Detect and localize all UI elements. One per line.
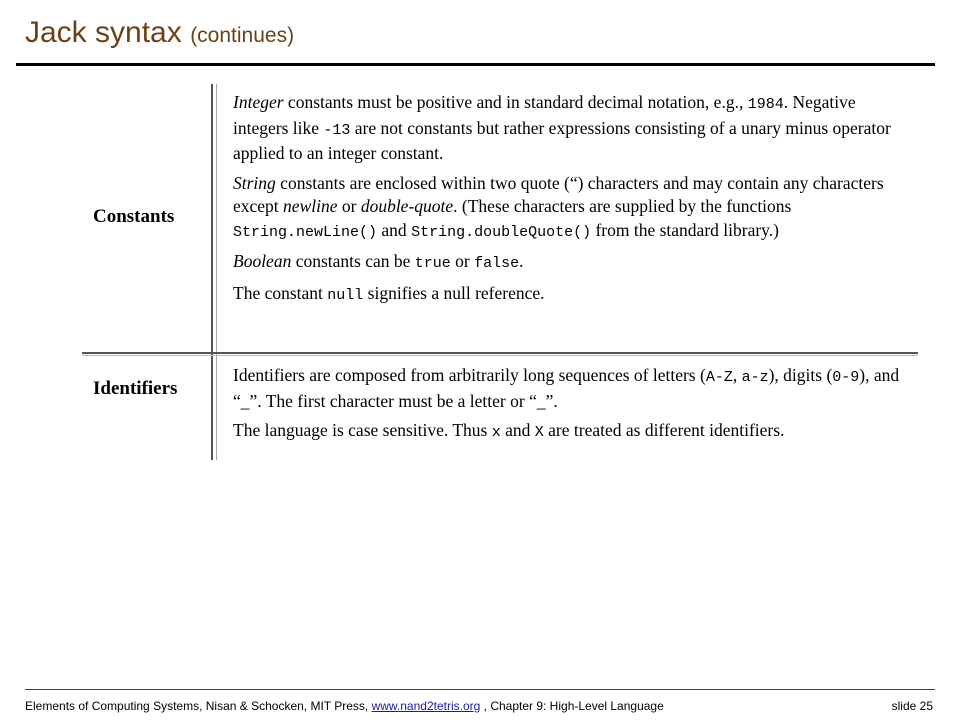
slide-number: slide 25 [891,699,933,713]
identifier-composition-paragraph: Identifiers are composed from arbitrarily long sequences of letters (A-Z, a-z), digits (0-9), and “_”. The first character must be a letter or “_”. [233,365,900,411]
row-heading-identifiers: Identifiers [93,378,178,399]
title-divider [16,63,935,66]
boolean-constants-paragraph: Boolean constants can be true or false. [233,251,524,272]
integer-constants-paragraph: Integer constants must be positive and in standard decimal notation, e.g., 1984. Negative integers like -13 are not constants but rather expressions consisting of a unary minus operator applied to an integer constant. [233,92,891,163]
table-horizontal-divider [82,352,918,354]
table-horizontal-divider-shadow [82,355,918,356]
footer [25,699,933,713]
table-vertical-divider [211,84,213,460]
table-vertical-divider-shadow [216,84,217,460]
footer-website-link[interactable]: www.nand2tetris.org [371,699,481,713]
title-main: Jack syntax [25,16,182,49]
slide-title [25,18,294,48]
title-subtitle: (continues) [190,24,295,47]
footer-divider [25,689,935,690]
constants-description [233,91,913,307]
identifiers-description [233,364,913,445]
null-constant-paragraph: The constant null signifies a null reference. [233,282,545,304]
row-heading-constants: Constants [93,206,175,227]
footer-citation: Elements of Computing Systems, Nisan & Schocken, MIT Press, [25,699,372,713]
footer-chapter: , Chapter 9: High-Level Language [480,699,664,713]
string-constants-paragraph: String constants are enclosed within two quote (“) characters and may contain any characters except newline or double-quote. (These characters are supplied by the functions String.newLine() and String.doubleQuote() from the standard library.) [233,172,884,241]
case-sensitivity-paragraph: The language is case sensitive. Thus x and X are treated as different identifiers. [233,420,785,441]
